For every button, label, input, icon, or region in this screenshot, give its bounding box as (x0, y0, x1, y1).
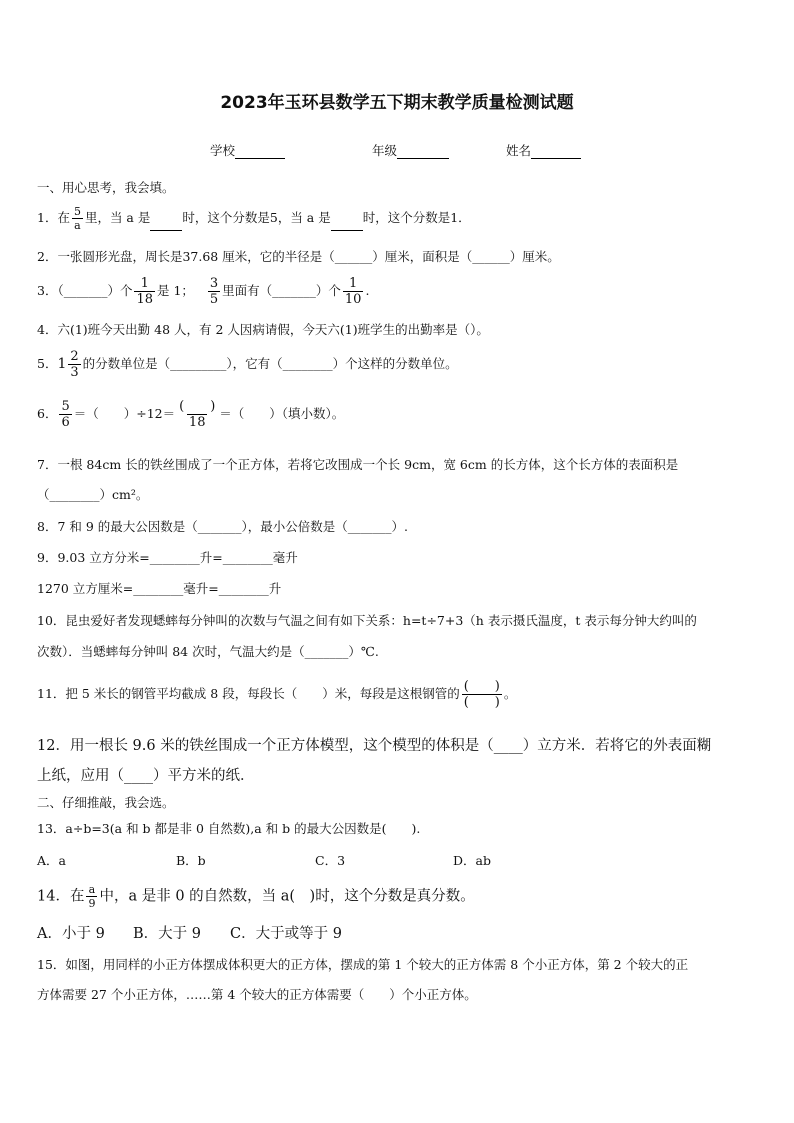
school-label: 学校 (210, 143, 236, 158)
q6-text-b: ＝（ ）÷12＝ (73, 406, 176, 421)
q14-option-c[interactable]: C．大于或等于 9 (230, 926, 342, 942)
q13-option-d[interactable]: D．ab (453, 853, 491, 868)
question-8: 8．7 和 9 的最大公因数是（_______），最小公倍数是（_______）. (37, 519, 409, 534)
q14-frac-num: a (88, 883, 96, 896)
q11-frac-num: ( ) (463, 679, 500, 694)
question-14 (37, 884, 475, 909)
name-label: 姓名 (506, 143, 532, 158)
q14-text-a: 14．在 (37, 888, 85, 905)
q5-whole: 1 (57, 356, 67, 372)
q1-frac-den: a (74, 219, 81, 232)
q6-frac1-num: 5 (61, 399, 70, 414)
question-12-line-1: 12．用一根长 9.6 米的铁丝围成一个正方体模型，这个模型的体积是（____）立方米．若将它的外表面糊 (37, 738, 712, 754)
q6-fraction-1 (59, 400, 71, 429)
q14-option-a[interactable]: A．小于 9 (37, 926, 105, 942)
question-7-line-2: （________）cm²。 (37, 487, 149, 502)
question-2: 2．一张圆形光盘，周长是37.68 厘米，它的半径是（______）厘米，面积是（______）厘米。 (37, 249, 560, 264)
q14-text-b: 中，a 是非 0 的自然数，当 a( )时，这个分数是真分数。 (99, 888, 475, 905)
question-1 (37, 206, 471, 231)
question-15-line-2: 方体需要 27 个小正方体，……第 4 个较大的正方体需要（ ）个小正方体。 (37, 987, 477, 1002)
q13-option-a[interactable]: A．a (37, 853, 66, 868)
question-3 (37, 277, 369, 306)
q3-fraction-2 (208, 277, 220, 306)
q3-frac1-den: 18 (136, 292, 153, 307)
question-10-line-2: 次数）．当蟋蟀每分钟叫 84 次时，气温大约是（_______）℃. (37, 644, 379, 659)
q1-text-c: 时，这个分数是5，当 a 是 (182, 210, 331, 225)
name-blank[interactable] (531, 147, 581, 159)
q3-text-a: 3．（_______）个 (37, 283, 133, 298)
question-9-line-2: 1270 立方厘米=________毫升=________升 (37, 581, 282, 596)
q3-frac2-num: 3 (209, 276, 219, 291)
q6-frac2-den: 18 (188, 415, 206, 430)
question-4: 4．六(1)班今天出勤 48 人，有 2 人因病请假，今天六(1)班学生的出勤率是（）。 (37, 322, 489, 337)
q1-frac-num: 5 (73, 205, 81, 218)
q1-text-a: 1．在 (37, 210, 70, 225)
question-12-line-2: 上纸，应用（____）平方米的纸． (37, 768, 255, 784)
q5-frac-num: 2 (70, 349, 79, 364)
q1-blank-1[interactable] (150, 218, 182, 231)
q3-fraction-1 (134, 277, 155, 306)
question-15-line-1: 15．如图，用同样的小正方体摆成体积更大的正方体，摆成的第 1 个较大的正方体需 8 个小正方体，第 2 个较大的正 (37, 957, 689, 972)
q14-fraction (86, 884, 97, 909)
q3-frac1-num: 1 (140, 276, 149, 291)
q1-text-d: 时，这个分数是1． (362, 210, 471, 225)
question-10-line-1: 10．昆虫爱好者发现蟋蟀每分钟叫的次数与气温之间有如下关系：h=t÷7+3（h 表示摄氏温度，t 表示每分钟大约叫的 (37, 613, 697, 628)
page-title: 2023年玉环县数学五下期末教学质量检测试题 (220, 93, 574, 113)
q1-blank-2[interactable] (331, 218, 363, 231)
q14-frac-den: 9 (88, 897, 96, 910)
section-1-heading: 一、用心思考，我会填。 (37, 180, 175, 195)
q3-fraction-3 (343, 277, 364, 306)
q13-option-b[interactable]: B．b (176, 853, 206, 868)
q6-text-a: 6． (37, 406, 58, 421)
grade-label: 年级 (372, 143, 398, 158)
q3-frac3-den: 10 (344, 292, 362, 307)
q6-frac2-num: ( ) (179, 399, 216, 414)
name-field (506, 141, 581, 159)
q5-text-b: 的分数单位是（_________），它有（________）个这样的分数单位。 (82, 356, 458, 371)
q5-text-a: 5． (37, 356, 58, 371)
question-7-line-1: 7．一根 84cm 长的铁丝围成了一个正方体，若将它改围成一个长 9cm，宽 6cm 的长方体，这个长方体的表面积是 (37, 457, 679, 472)
q3-text-d: . (365, 283, 370, 298)
question-13: 13．a÷b=3(a 和 b 都是非 0 自然数),a 和 b 的最大公因数是( ). (37, 821, 421, 836)
q3-frac3-num: 1 (349, 276, 358, 291)
q5-frac-den: 3 (70, 365, 79, 380)
question-11 (37, 680, 516, 709)
q13-option-c[interactable]: C．3 (315, 853, 346, 868)
section-2-heading: 二、仔细推敲，我会选。 (37, 795, 175, 810)
q6-text-c: ＝（ ）（填小数）。 (219, 406, 345, 421)
q11-frac-den: ( ) (463, 695, 500, 710)
q1-fraction (72, 206, 83, 231)
school-field (210, 141, 285, 159)
q6-fraction-2 (177, 400, 217, 429)
grade-field (372, 141, 449, 159)
q3-text-b: 是 1； (157, 283, 194, 298)
q3-frac2-den: 5 (209, 292, 219, 307)
question-5 (37, 350, 458, 379)
q11-fraction (462, 680, 502, 709)
q3-text-c: 里面有（_______）个 (222, 283, 341, 298)
q6-frac1-den: 6 (61, 415, 70, 430)
question-9-line-1: 9．9.03 立方分米=________升=________毫升 (37, 550, 298, 565)
question-6 (37, 400, 344, 429)
q11-text-b: 。 (503, 686, 517, 701)
grade-blank[interactable] (397, 147, 449, 159)
q1-text-b: 里，当 a 是 (84, 210, 151, 225)
q14-option-b[interactable]: B．大于 9 (133, 926, 201, 942)
q11-text-a: 11．把 5 米长的钢管平均截成 8 段，每段长（ ）米，每段是这根钢管的 (37, 686, 460, 701)
q5-fraction (68, 350, 80, 379)
school-blank[interactable] (235, 147, 285, 159)
